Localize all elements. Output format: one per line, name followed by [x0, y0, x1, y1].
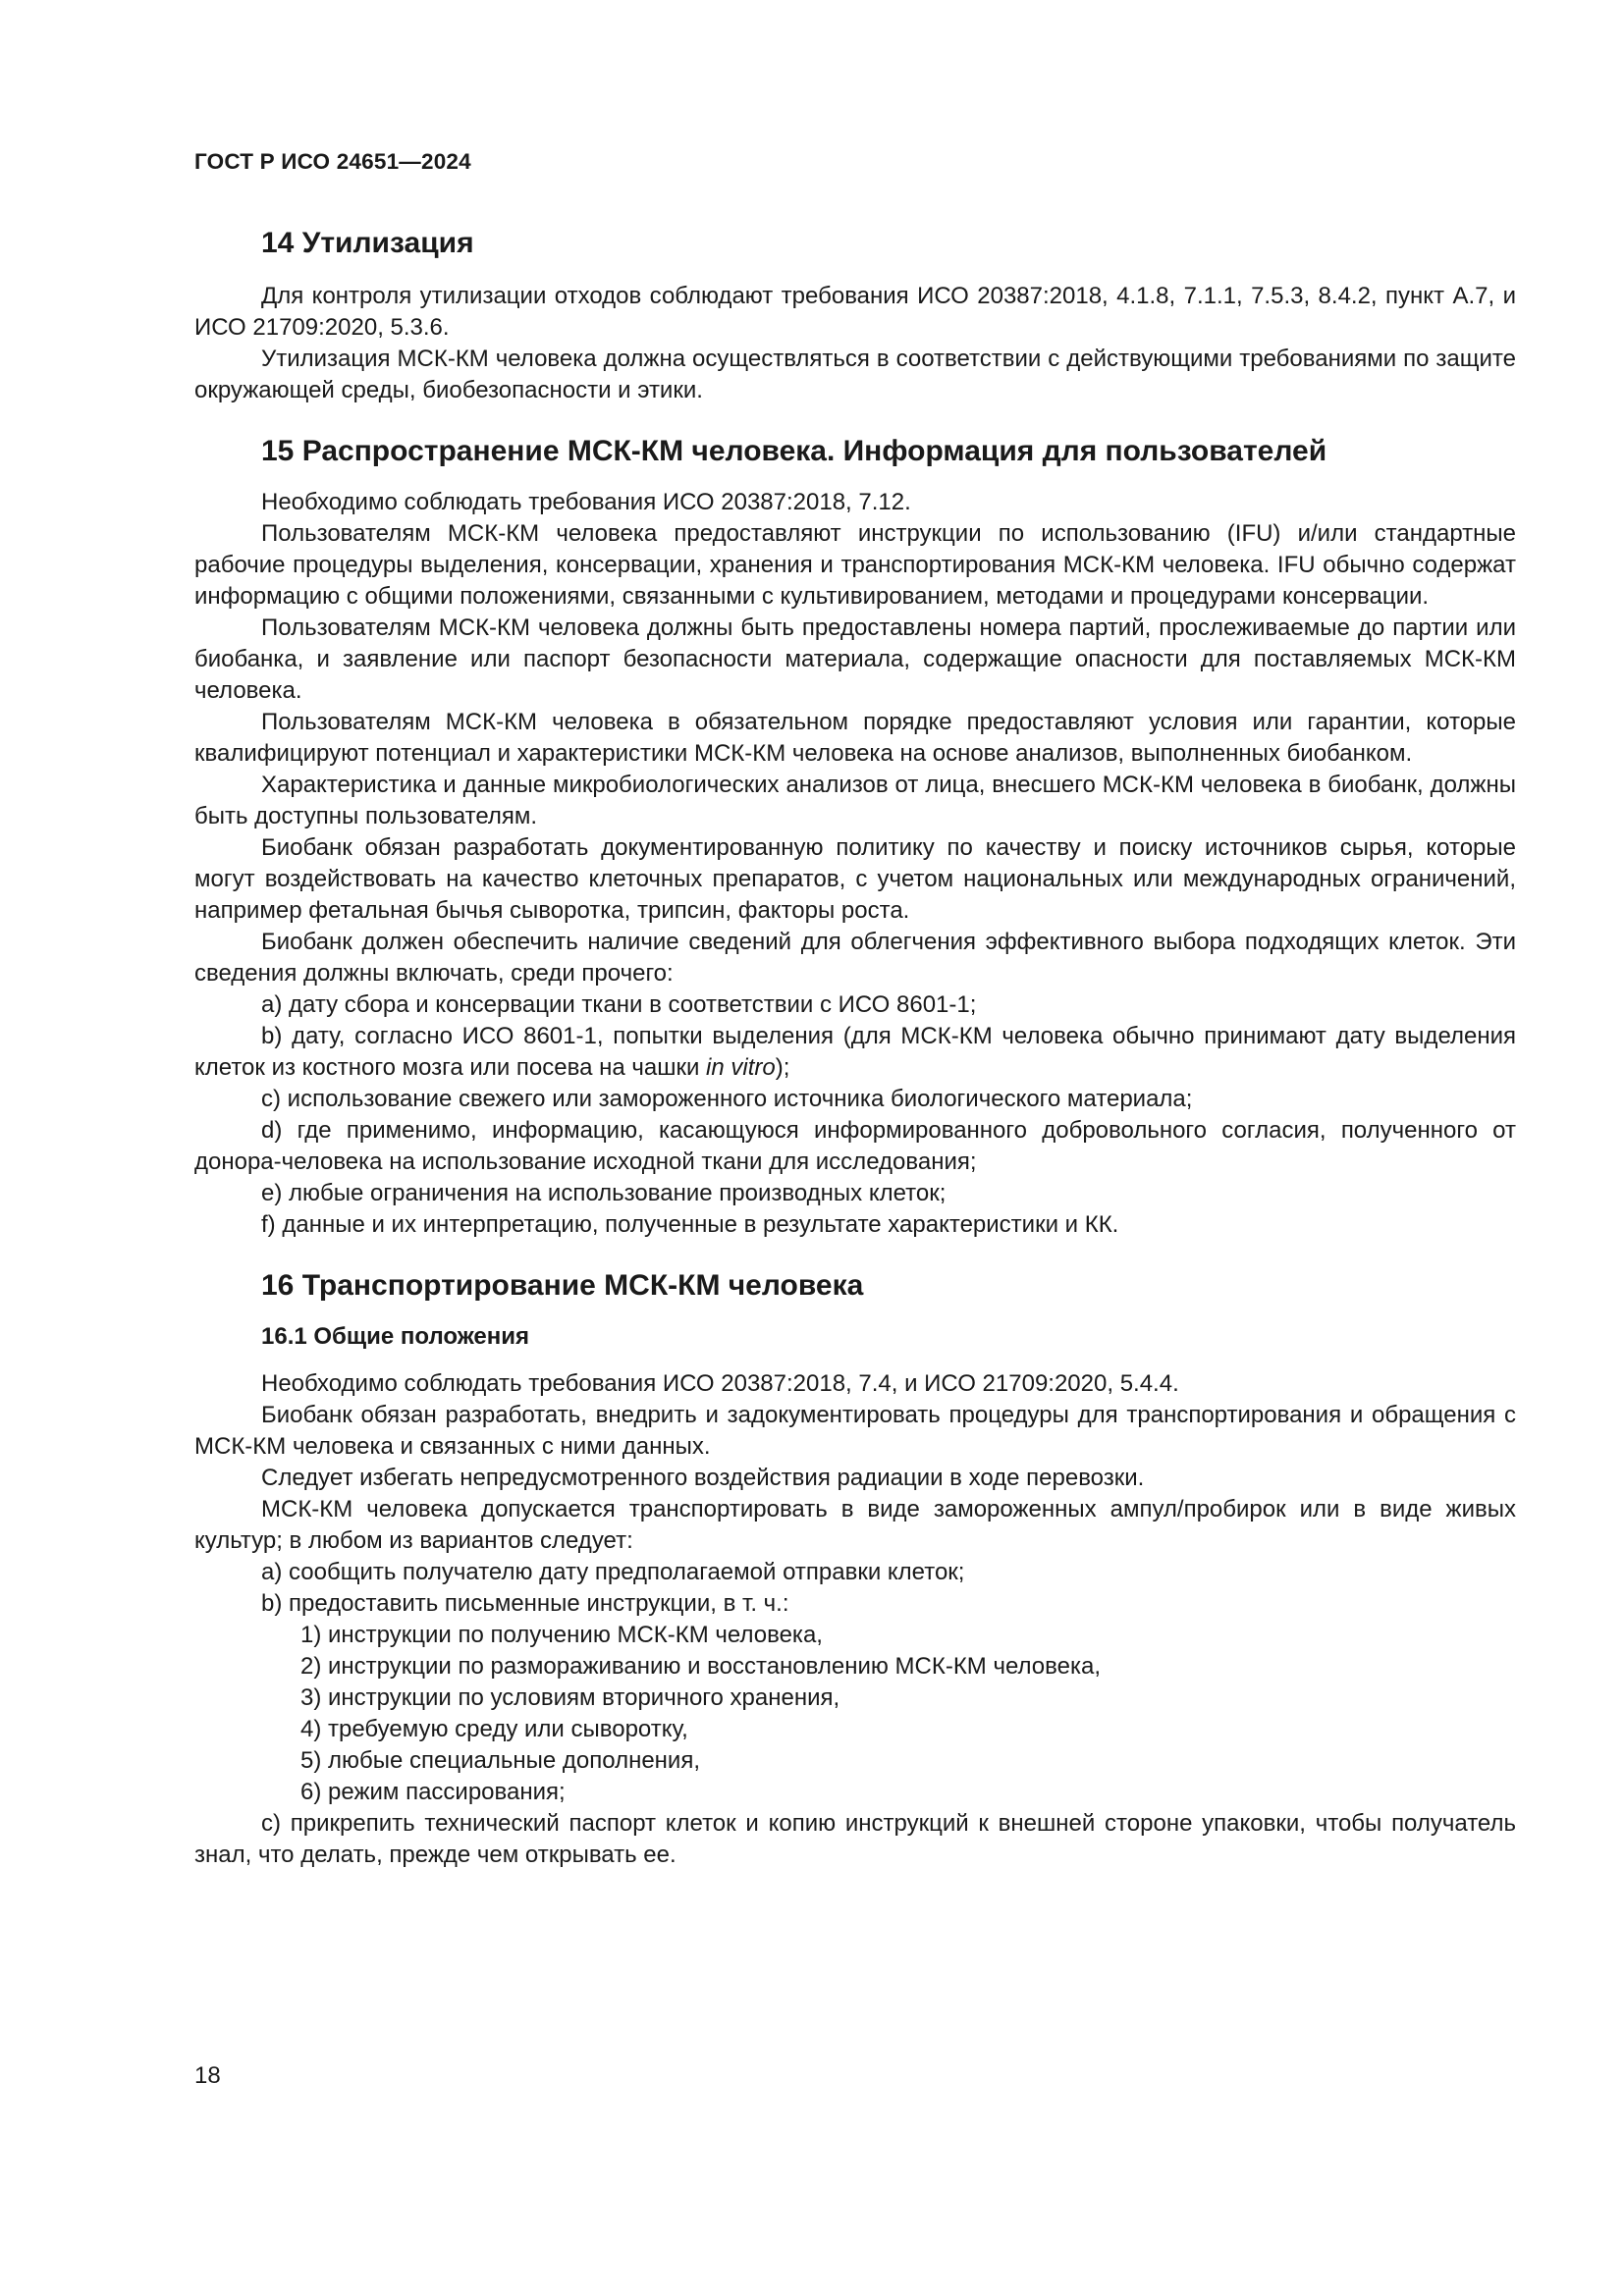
section-15-paragraph: Пользователям МСК-КМ человека в обязательном порядке предоставляют условия или гарантии, которые квалифицируют потенциал и характеристики МСК-КМ человека на основе анализов, выполненных биобанком. [194, 709, 1516, 767]
sublist-marker: 3) [300, 1684, 322, 1711]
sublist-marker: 6) [300, 1779, 322, 1805]
list-text: где применимо, информацию, касающуюся информированного добровольного согласия, полученного от донора-человека на использование исходной ткани для исследования; [194, 1117, 1516, 1175]
list-text: любые ограничения на использование производных клеток; [289, 1180, 947, 1206]
page-number: 18 [194, 2062, 221, 2089]
list-marker: f) [261, 1211, 276, 1238]
sublist-item [194, 1682, 1516, 1714]
sublist-marker: 5) [300, 1747, 322, 1774]
sublist-text: любые специальные дополнения, [328, 1747, 700, 1774]
list-text: дату, согласно ИСО 8601-1, попытки выделения (для МСК-КМ человека обычно принимают дату выделения клеток из костного мозга или посева на чашки [194, 1023, 1516, 1081]
section-16-paragraph: Биобанк обязан разработать, внедрить и задокументировать процедуры для транспортирования и обращения с МСК-КМ человека и связанных с ними данных. [194, 1402, 1516, 1460]
list-text: сообщить получателю дату предполагаемой отправки клеток; [289, 1559, 965, 1585]
section-15-paragraph: Характеристика и данные микробиологических анализов от лица, внесшего МСК-КМ человека в биобанк, должны быть доступны пользователям. [194, 772, 1516, 829]
list-marker: b) [261, 1590, 283, 1617]
list-text: дату сбора и консервации ткани в соответствии с ИСО 8601-1; [289, 991, 977, 1018]
list-marker: a) [261, 991, 283, 1018]
sublist-item [194, 1620, 1516, 1651]
list-marker: a) [261, 1559, 283, 1585]
list-text: предоставить письменные инструкции, в т. ч.: [289, 1590, 789, 1617]
list-item [194, 1021, 1516, 1084]
sublist-marker: 4) [300, 1716, 322, 1742]
section-15-paragraph: Биобанк должен обеспечить наличие сведений для облегчения эффективного выбора подходящих клеток. Эти сведения должны включать, среди прочего: [194, 929, 1516, 987]
list-item [194, 1588, 1516, 1620]
list-item [194, 989, 1516, 1021]
section-15-title: 15 Распространение МСК-КМ человека. Информация для пользователей [261, 435, 1327, 467]
sublist-text: инструкции по условиям вторичного хранения, [328, 1684, 840, 1711]
list-text: использование свежего или замороженного источника биологического материала; [287, 1086, 1193, 1112]
section-15-paragraph: Пользователям МСК-КМ человека предоставляют инструкции по использованию (IFU) и/или стандартные рабочие процедуры выделения, консервации, хранения и транспортирования МСК-КМ человека. IFU обычно содержат информацию с общими положениями, связанными с культивированием, методами и процедурами консервации. [194, 520, 1516, 610]
sublist-item [194, 1651, 1516, 1682]
section-16-paragraph: Следует избегать непредусмотренного воздействия радиации в ходе перевозки. [261, 1465, 1145, 1491]
sublist-item [194, 1777, 1516, 1808]
document-header: ГОСТ Р ИСО 24651—2024 [194, 149, 471, 174]
sublist-text: режим пассирования; [328, 1779, 566, 1805]
list-marker: c) [261, 1810, 281, 1837]
list-item [194, 1808, 1516, 1871]
sublist-item [194, 1714, 1516, 1745]
list-item [194, 1178, 1516, 1209]
list-item [194, 1115, 1516, 1178]
section-14-paragraph: Для контроля утилизации отходов соблюдают требования ИСО 20387:2018, 4.1.8, 7.1.1, 7.5.3, 8.4.2, пункт А.7, и ИСО 21709:2020, 5.3.6. [194, 283, 1516, 341]
list-item [194, 1557, 1516, 1588]
list-marker: e) [261, 1180, 283, 1206]
list-item [194, 1084, 1516, 1115]
list-marker: c) [261, 1086, 281, 1112]
list-item [194, 1209, 1516, 1241]
page-content [194, 212, 1516, 1871]
section-16-title: 16 Транспортирование МСК-КМ человека [261, 1269, 864, 1302]
section-14-paragraph: Утилизация МСК-КМ человека должна осуществляться в соответствии с действующими требованиями по защите окружающей среды, биобезопасности и этики. [194, 346, 1516, 403]
list-marker: b) [261, 1023, 283, 1049]
list-text: прикрепить технический паспорт клеток и копию инструкций к внешней стороне упаковки, чтобы получатель знал, что делать, прежде чем открывать ее. [194, 1810, 1516, 1868]
section-14-title: 14 Утилизация [261, 227, 474, 259]
section-16-paragraph: МСК-КМ человека допускается транспортировать в виде замороженных ампул/пробирок или в виде живых культур; в любом из вариантов следует: [194, 1496, 1516, 1554]
list-text: данные и их интерпретацию, полученные в результате характеристики и КК. [282, 1211, 1119, 1238]
sublist-marker: 2) [300, 1653, 322, 1680]
section-15-paragraph: Необходимо соблюдать требования ИСО 20387:2018, 7.12. [261, 489, 911, 515]
section-16-1-title: 16.1 Общие положения [261, 1323, 530, 1350]
section-16-paragraph: Необходимо соблюдать требования ИСО 20387:2018, 7.4, и ИСО 21709:2020, 5.4.4. [261, 1370, 1179, 1397]
sublist-text: инструкции по получению МСК-КМ человека, [328, 1622, 823, 1648]
section-15-paragraph: Биобанк обязан разработать документированную политику по качеству и поиску источников сырья, которые могут воздействовать на качество клеточных препаратов, с учетом национальных или международных ограничений, например фетальная бычья сыворотка, трипсин, факторы роста. [194, 834, 1516, 924]
list-marker: d) [261, 1117, 283, 1144]
sublist-marker: 1) [300, 1622, 322, 1648]
sublist-text: инструкции по размораживанию и восстановлению МСК-КМ человека, [328, 1653, 1102, 1680]
section-15-paragraph: Пользователям МСК-КМ человека должны быть предоставлены номера партий, прослеживаемые до партии или биобанка, и заявление или паспорт безопасности материала, содержащие опасности для поставляемых МСК-КМ человека. [194, 614, 1516, 704]
sublist-text: требуемую среду или сыворотку, [328, 1716, 688, 1742]
list-text-tail: ); [775, 1054, 790, 1081]
list-italic-term: in vitro [706, 1054, 776, 1081]
sublist-item [194, 1745, 1516, 1777]
